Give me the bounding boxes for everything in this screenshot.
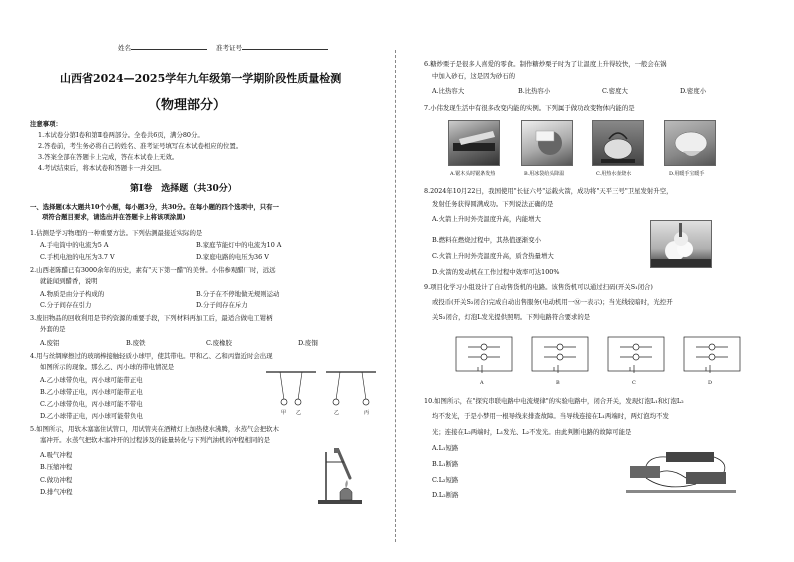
- section1-title: 第Ⅰ卷 选择题（共30分）: [130, 184, 237, 194]
- page-divider: [395, 50, 396, 542]
- q9-circuit-diagrams: [454, 333, 754, 377]
- exam-no-label: 准考证号: [216, 44, 242, 52]
- q10-option-c: C.L₂短路: [432, 476, 459, 484]
- q9-stem-2: 或投币(开关S₂闭合)完成自动出售服务(电动机用一Ⓜ一表示)；当光线较暗时，光控开: [432, 298, 673, 306]
- q9-label-a: A: [480, 380, 484, 386]
- q1-option-d: D.家庭电路的电压为36 V: [196, 253, 269, 261]
- q2-option-b: B.分子在不停地做无规则运动: [196, 290, 280, 298]
- q4-option-d: D.乙小球带正电，丙小球可能带负电: [40, 412, 143, 420]
- q3-option-d: D.废铜: [298, 339, 318, 347]
- name-line: [131, 49, 207, 50]
- q10-option-a: A.L₁短路: [432, 444, 459, 452]
- q7-caption-a: A.锯木头时锯条发热: [450, 171, 496, 177]
- hand-warmer-icon: [665, 121, 715, 165]
- q9-stem-1: 9.项目化学习小组设计了自动售货机的电路。该售货机可以通过扫码(开关S₁闭合): [424, 283, 653, 291]
- q4-option-c: C.乙小球带负电，丙小球可能不带电: [40, 400, 143, 408]
- q10-stem-1: 10.如图所示，在"探究串联电路中电流规律"的实验电路中，闭合开关，发现灯泡L₁和灯泡L₂: [424, 397, 684, 405]
- q7-caption-b: B.用冰袋给头降温: [524, 171, 565, 177]
- saw-icon: [449, 121, 499, 165]
- q6-option-a: A.比热容大: [432, 87, 465, 95]
- q2-option-d: D.分子间存在斥力: [196, 301, 248, 309]
- q2-stem-2: 就能闻到醋香，说明: [40, 277, 98, 285]
- q2-option-a: A.物质是由分子构成的: [40, 290, 105, 298]
- q4-label-3: 乙: [334, 410, 340, 416]
- note-3: 3.答案全部在答题卡上完成，答在本试卷上无效。: [38, 153, 179, 161]
- q9-label-d: D: [708, 380, 713, 386]
- q8-option-d: D.火箭的发动机在工作过程中效率可达100%: [432, 268, 560, 276]
- q5-option-b: B.压缩冲程: [40, 463, 73, 471]
- note-1: 1.本试卷分第Ⅰ卷和第Ⅱ卷两部分。全卷共6页，满分80分。: [38, 131, 204, 139]
- q4-option-a: A.乙小球带负电，丙小球可能带正电: [40, 376, 143, 384]
- note-4: 4.考试结束后，将本试卷和答题卡一并交回。: [38, 164, 166, 172]
- q3-option-b: B.废铁: [126, 339, 146, 347]
- left-page: [30, 0, 386, 562]
- q3-stem-1: 3.废旧物品的回收利用是节约资源的重要手段，下列材料再加工后，最适合做电工钳柄: [30, 314, 273, 322]
- q5-stem-1: 5.如图所示，用软木塞塞住试管口，用试管夹在酒精灯上加热使水沸腾，水蒸气会把软木: [30, 425, 279, 433]
- name-field: [118, 44, 207, 52]
- q4-stem-1: 4.用与丝绸摩擦过的玻璃棒接触轻质小球甲，使其带电。甲和乙、乙和丙靠近时会出现: [30, 352, 273, 360]
- q8-option-a: A.火箭上升时外壳温度升高，内能增大: [432, 215, 541, 223]
- q10-option-b: B.L₁断路: [432, 460, 459, 468]
- q10-option-d: D.L₂断路: [432, 491, 459, 499]
- q6-stem-2: 中加入砂石，这是因为砂石的: [432, 72, 516, 80]
- exam-no-field: [216, 44, 328, 52]
- q5-apparatus-figure: [312, 448, 368, 506]
- q7-caption-d: D.用暖手宝暖手: [669, 171, 705, 177]
- rocket-launch-icon: [651, 221, 711, 267]
- q3-option-a: A.废铝: [40, 339, 60, 347]
- q7-photo-c: [592, 120, 644, 166]
- exam-subtitle: （物理部分）: [148, 98, 227, 113]
- kettle-icon: [593, 121, 643, 165]
- q2-option-c: C.分子间存在引力: [40, 301, 92, 309]
- q8-option-b: B.燃料在燃烧过程中，其热值逐渐变小: [432, 236, 541, 244]
- q7-photo-a: [448, 120, 500, 166]
- q5-option-a: A.吸气冲程: [40, 451, 73, 459]
- q7-photo-b: [521, 120, 573, 166]
- q8-stem-2: 发射任务获得圆满成功。下列说法正确的是: [432, 200, 554, 208]
- name-label: 姓名: [118, 44, 131, 52]
- q4-option-b: B.乙小球带正电，丙小球可能带正电: [40, 388, 143, 396]
- q4-label-2: 乙: [296, 410, 302, 416]
- note-2: 2.答卷前，考生务必将自己的姓名、准考证号填写在本试卷相应的位置。: [38, 142, 243, 150]
- q9-label-b: B: [556, 380, 560, 386]
- exam-title: 山西省2024—2025学年九年级第一学期阶段性质量检测: [60, 72, 342, 85]
- q1-option-c: C.手机电池的电压为3.7 V: [40, 253, 115, 261]
- q1-stem: 1.估测是学习物理的一种重要方法。下列估测最接近实际的是: [30, 229, 203, 237]
- q6-option-d: D.密度小: [680, 87, 707, 95]
- q8-rocket-photo: [650, 220, 712, 268]
- q3-option-c: C.废橡胶: [206, 339, 232, 347]
- q8-stem-1: 8.2024年10月22日，我国使用"长征六号"运载火箭，成功将"天平三号"卫星发射升空，: [424, 187, 673, 195]
- q5-stem-2: 塞冲开。水蒸气把软木塞冲开的过程涉及的能量转化与下列汽油机的冲程相同的是: [40, 436, 271, 444]
- q5-option-d: D.排气冲程: [40, 488, 73, 496]
- right-page: [406, 0, 776, 562]
- q6-option-b: B.比热容小: [518, 87, 551, 95]
- q9-label-c: C: [632, 380, 636, 386]
- q10-stem-2: 均不发光，于是小梦用一根导线来排查故障。当导线连接在L₁两端时，两灯泡均不发: [432, 412, 669, 420]
- q4-label-4: 丙: [364, 410, 370, 416]
- q1-option-a: A.手电筒中的电流为5 A: [40, 241, 109, 249]
- ice-pack-icon: [522, 121, 572, 165]
- q7-photo-d: [664, 120, 716, 166]
- q10-stem-3: 光；连接在L₂两端时，L₁发光、L₂不发光。由此判断电路的故障可能是: [432, 428, 632, 436]
- q7-stem: 7.小伟发现生活中有很多改变内能的实例。下列属于做功改变物体内能的是: [424, 104, 635, 112]
- q4-stem-2: 如图所示的现象。那么乙、丙小球的带电情况是: [40, 363, 175, 371]
- section1-instruction-1: 一、选择题(本大题共10个小题，每小题3分，共30分。在每小题的四个选项中，只有一: [30, 203, 279, 211]
- notes-heading: 注意事项：: [30, 120, 62, 128]
- q2-stem-1: 2.山西老陈醋已有3000余年的历史，素有"天下第一醋"的美誉。小伟参观醋厂时，远远: [30, 266, 276, 274]
- q5-option-c: C.做功冲程: [40, 476, 73, 484]
- q6-stem-1: 6.糖炒栗子是很多人喜爱的零食。制作糖炒栗子时为了让温度上升得较快，一般会在锅: [424, 60, 667, 68]
- q10-circuit-figure: [626, 448, 736, 498]
- q6-option-c: C.密度大: [602, 87, 628, 95]
- q3-stem-2: 外套的是: [40, 325, 66, 333]
- q4-label-1: 甲: [281, 410, 287, 416]
- q1-option-b: B.家庭节能灯中的电流为10 A: [196, 241, 282, 249]
- q9-stem-3: 关S₃闭合，灯泡L发光提供照明。下列电路符合要求的是: [432, 313, 591, 321]
- q8-option-c: C.火箭上升时外壳温度升高，质含热量增大: [432, 252, 554, 260]
- section1-instruction-2: 项符合题目要求，请选出并在答题卡上将该项涂黑): [42, 213, 186, 221]
- exam-no-line: [242, 49, 328, 50]
- q7-caption-c: C.用热水壶烧水: [596, 171, 632, 177]
